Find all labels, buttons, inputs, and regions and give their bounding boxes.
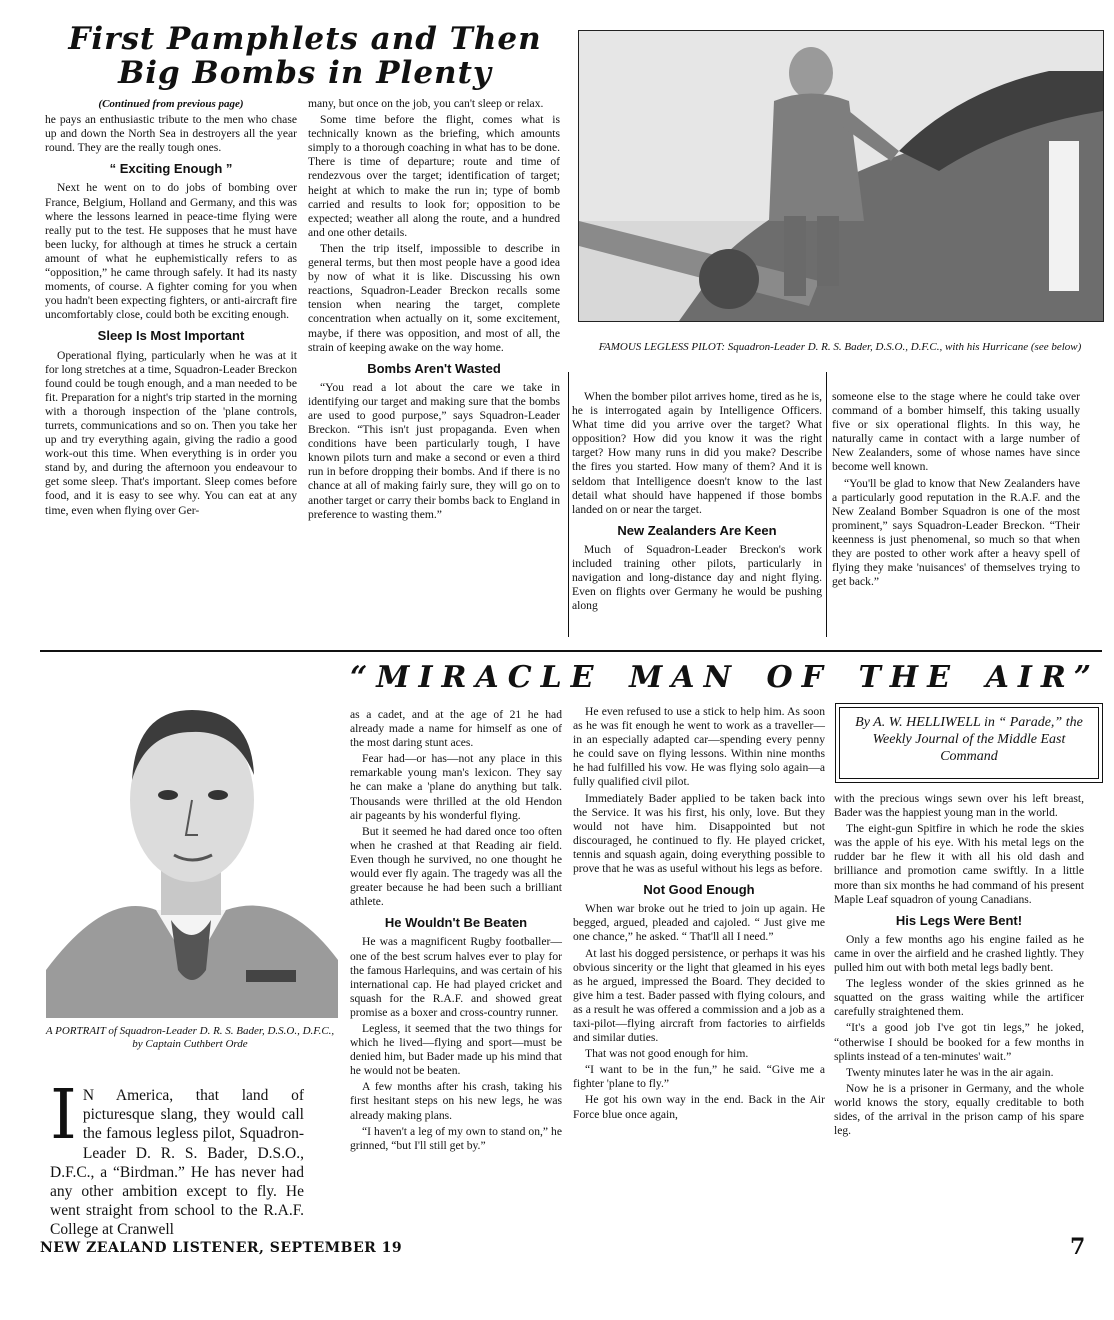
byline-box bbox=[835, 703, 1103, 783]
drop-cap: I bbox=[50, 1076, 77, 1155]
column-rule bbox=[826, 372, 827, 637]
paragraph: That was not good enough for him. bbox=[585, 1047, 749, 1061]
bader-hurricane-photo bbox=[578, 30, 1104, 322]
article1-headline: First Pamphlets and Then Big Bombs in Plenty bbox=[68, 21, 542, 91]
photo-illustration bbox=[579, 31, 1103, 321]
paragraph: with the precious wings sewn over his left breast, Bader was the happiest young man in the world. bbox=[834, 792, 1084, 820]
paragraph: Twenty minutes later he was in the air again. bbox=[846, 1065, 1054, 1079]
masthead-footer: NEW ZEALAND LISTENER, SEPTEMBER 19 bbox=[40, 1240, 403, 1256]
section-divider bbox=[40, 650, 1102, 652]
paragraph: A few months after his crash, taking his first hesitant steps on his new legs, he was already making plans. bbox=[350, 1080, 562, 1122]
subheading-bombs-wasted: Bombs Aren't Wasted bbox=[367, 360, 501, 376]
paragraph: Immediately Bader applied to be taken back into the Service. It was his first, his only, love. But they would not have him. Disappointed but not discouraged, he continued to fly. He played cricket, tennis and squash again, doing everything possible to prove that he was as useful without his legs as before. bbox=[573, 791, 825, 876]
subheading-wouldnt-be-beaten: He Wouldn't Be Beaten bbox=[384, 915, 528, 931]
paragraph: But it seemed he had dared once too often when he crashed at that Reading air field. Even though he survived, no one thought he would ever fly again. The tragedy was all the greater because he had been such a brilliant athlete. bbox=[350, 824, 562, 909]
paragraph: as a cadet, and at the age of 21 he had already made a name for himself as one of the most daring stunt aces. bbox=[350, 708, 562, 750]
article2-column-b bbox=[573, 705, 825, 1124]
portrait-drawing bbox=[46, 670, 338, 1018]
headline-word: “MIRACLE bbox=[350, 660, 603, 695]
paragraph: “I haven't a leg of my own to stand on,” he grinned, “but I'll still get by.” bbox=[350, 1124, 562, 1152]
paragraph: Now he is a prisoner in Germany, and the whole world knows the story, equally creditable to both sides, of the arrival in the prison camp of his spare leg. bbox=[834, 1081, 1084, 1138]
paragraph: He got his own way in the end. Back in the Air Force blue once again, bbox=[573, 1093, 825, 1121]
paragraph: “It's a good job I've got tin legs,” he joked, “otherwise I should be booked for a few months in splints instead of a ten-minutes' wait.” bbox=[834, 1021, 1084, 1063]
byline-text: By A. W. HELLIWELL in “ Parade,” the Weekly Journal of the Middle East Command bbox=[839, 707, 1099, 779]
paragraph: he pays an enthusiastic tribute to the men who chase up and down the North Sea in destroyers all the year round. They are the really tough ones. bbox=[45, 113, 297, 155]
photo-caption: FAMOUS LEGLESS PILOT: Squadron-Leader D. R. S. Bader, D.S.O., D.F.C., with his Hurricane (see below) bbox=[598, 341, 1082, 353]
subheading-new-zealanders-keen: New Zealanders Are Keen bbox=[617, 522, 777, 538]
paragraph: Legless, it seemed that the two things for which he lived—flying and sport—must be denied him, but Bader made up his mind that he would not be beaten. bbox=[350, 1021, 562, 1078]
paragraph: Next he went on to do jobs of bombing over France, Belgium, Holland and Germany, and this was where the lessons learned in peace-time flying were really put to the test. He supposes that he must have been lucky, for although at times he struck a certain amount of what he euphemistically refers to as “opposition,” he came through safely. It had its nasty moments, of course. A fighter coming for you when you hadn't been expecting fighters, or anti-aircraft fire uncomfortably close, could both be exciting enough. bbox=[45, 181, 297, 322]
page-number: 7 bbox=[1070, 1234, 1086, 1260]
paragraph: “You'll be glad to know that New Zealanders have a particularly good reputation in the R.A.F. and the New Zealand Bomber Squadron is one of the most prominent,” says Squadron-Leader Breckon. “Their keenness is just phenomenal, so much so that when they are posted to other work after a heavy spell of flying they make 'nuisances' of themselves trying to get back.” bbox=[832, 476, 1080, 589]
lead-paragraph: N America, that land of picturesque slang, they would call the famous legless pilot, Squadron-Leader D. R. S. Bader, D.S.O., D.F.C., a “Birdman.” He has never had any other ambition except to fly. He went straight from school to the R.A.F. College at Cranwell bbox=[50, 1087, 304, 1239]
article1-column-3 bbox=[572, 390, 822, 615]
article2-column-a bbox=[350, 708, 562, 1155]
paragraph: He even refused to use a stick to help him. As soon as he was fit enough he went to work as a traveller—in an especially adapted car—spending every penny he could save on flying lessons. Within nine months he had fulfilled his vow. He was flying solo again—a fully qualified civil pilot. bbox=[573, 705, 825, 789]
paragraph: Then the trip itself, impossible to describe in general terms, but then most people have a good idea by now of what it is like. Discussing his own reactions, Squadron-Leader Breckon recalls some tension when nearing the target, complete concentration when actually on it, some excitement, maybe, if there was opposition, and most of all, the strain of keeping awake on the way home. bbox=[308, 241, 560, 354]
paragraph: “I want to be in the fun,” he said. “Give me a fighter 'plane to fly.” bbox=[573, 1063, 825, 1091]
headline-word: OF bbox=[766, 660, 832, 695]
article2-lead bbox=[50, 1076, 304, 1240]
article1-column-1 bbox=[45, 97, 297, 520]
article1-column-2 bbox=[308, 97, 560, 524]
paragraph: The eight-gun Spitfire in which he rode the skies was the apple of his eye. With his metal legs on the rudder bar he flew it with all his old dash and brilliance and promotion came swiftly. In a little more than six months he had command of his present Maple Leaf squadron of young Canadians. bbox=[834, 822, 1084, 906]
paragraph: Much of Squadron-Leader Breckon's work included training other pilots, particularly in navigation and long-distance day and night flying. Even on flights over Germany he would be pushing along bbox=[572, 542, 822, 613]
column-rule bbox=[568, 372, 569, 637]
headline-word: THE bbox=[858, 660, 960, 695]
article1-column-4 bbox=[832, 390, 1080, 591]
paragraph: “You read a lot about the care we take in identifying our target and making sure that the bombs are used to good purpose,” says Squadron-Leader Breckon. “This isn't just propaganda. Even when conditions have been particularly tough, I have known pilots turn and make a second or even a third run in before dropping their bombs. And if there is no chance at all of making fairly sure, they will go on to another target or carry their bombs back to England in preference to wasting them.” bbox=[308, 380, 560, 521]
paragraph: Only a few months ago his engine failed as he came in over the airfield and he crashed lightly. They pulled him out with both metal legs badly bent. bbox=[834, 932, 1084, 975]
paragraph: At last his dogged persistence, or perhaps it was his obvious sincerity or the light that gleamed in his eyes as he argued, impressed the Board. They decided to give him a test. Bader passed with flying colours, and as a result he was offered a commission and a job as a taxi-pilot—flying aircraft from factories to airfields and similar duties. bbox=[573, 946, 825, 1045]
paragraph: someone else to the stage where he could take over command of a bomber himself, this taking usually five or six operational flights. In this way, he naturally came in contact with a large number of New Zealanders, some of whose names have since become well known. bbox=[832, 390, 1080, 474]
subheading-legs-bent: His Legs Were Bent! bbox=[895, 912, 1023, 928]
portrait-caption: A PORTRAIT of Squadron-Leader D. R. S. Bader, D.S.O., D.F.C., by Captain Cuthbert Orde bbox=[45, 1025, 335, 1050]
continued-note: (Continued from previous page) bbox=[98, 98, 244, 110]
paragraph: When the bomber pilot arrives home, tired as he is, he is interrogated again by Intelligence Officers. What time did you arrive over the target? What opposition? How did you know it was the right target? How many runs in did you make? Describe the fires you started. How many of them? And it is seldom that Intelligence doesn't know to the last detail what should have happened if those bombs landed on or near the target. bbox=[572, 390, 822, 516]
paragraph: Operational flying, particularly when he was at it for long stretches at a time, Squadron-Leader Breckon found could be tough enough, and a man needed to be fit. Preparation for a night's trip started in the morning with a thorough inspection of the 'plane controls, turrets, communications and so on. Then you take her up and try everything again, giving the radio a good work-out this time. When everything is in order you stand by, and during the afternoon you endeavour to get some sleep. That's important. Sleep comes before food, and it is easy to see why. You can eat at any time, even when flying over Ger- bbox=[45, 348, 297, 517]
paragraph: many, but once on the job, you can't sleep or relax. bbox=[308, 97, 544, 110]
paragraph: When war broke out he tried to join up again. He begged, argued, pleaded and cajoled. “ Just give me one chance,” he asked. “ That'll all I need.” bbox=[573, 902, 825, 944]
paragraph: Some time before the flight, comes what is technically known as the briefing, which amounts simply to a thorough coaching in what has to be done. There is time of departure; route and time of rendezvous over the target; identification of target; height at which to make the run in; type of bomb carried and results to look for; opposition to be expected; weather all along the route, and a hundred and one other details. bbox=[308, 113, 560, 239]
article2-column-c bbox=[834, 792, 1084, 1140]
paragraph: Fear had—or has—not any place in this remarkable young man's lexicon. They say he can make a 'plane do anything but talk. Thousands were thrilled at the old Hendon air pageants by his wonderful flying. bbox=[350, 752, 562, 822]
subheading-sleep: Sleep Is Most Important bbox=[97, 328, 245, 344]
subheading-not-good-enough: Not Good Enough bbox=[643, 882, 755, 898]
subheading-exciting-enough: “ Exciting Enough ” bbox=[109, 161, 233, 177]
headline-word: AIR” bbox=[985, 660, 1100, 695]
headline-word: MAN bbox=[629, 660, 740, 695]
paragraph: He was a magnificent Rugby footballer—one of the best scrum halves ever to play for the famous Harlequins, and was certain of his international cap. He had played cricket and squash for the R.A.F. and showed great promise as a boxer and cross-country runner. bbox=[350, 935, 562, 1019]
bader-portrait bbox=[46, 670, 338, 1018]
article2-headline bbox=[350, 660, 1100, 695]
paragraph: The legless wonder of the skies grinned as he squatted on the grass waiting while the artificer carefully straightened them. bbox=[834, 977, 1084, 1019]
